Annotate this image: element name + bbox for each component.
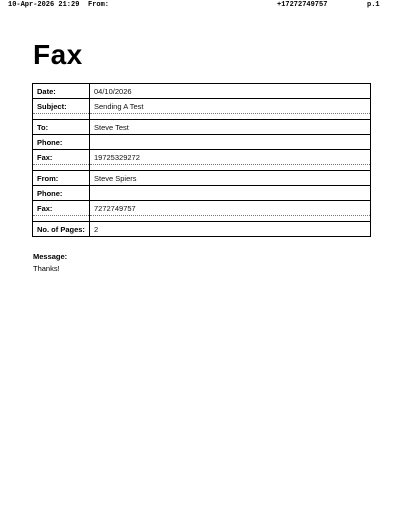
from-phone-row bbox=[33, 186, 371, 201]
to-label: To: bbox=[33, 120, 90, 135]
subject-label: Subject: bbox=[33, 99, 90, 114]
to-phone-label: Phone: bbox=[33, 135, 90, 150]
from-fax-value: 7272749757 bbox=[90, 201, 371, 216]
pages-label: No. of Pages: bbox=[33, 222, 90, 237]
to-fax-value: 19725329272 bbox=[90, 150, 371, 165]
transmission-from-label: From: bbox=[88, 1, 110, 9]
subject-value: Sending A Test bbox=[90, 99, 371, 114]
pages-row bbox=[33, 222, 371, 237]
from-phone-label: Phone: bbox=[33, 186, 90, 201]
transmission-page-number: p.1 bbox=[367, 1, 380, 9]
to-phone-value bbox=[90, 135, 371, 150]
to-fax-row bbox=[33, 150, 371, 165]
to-value: Steve Test bbox=[90, 120, 371, 135]
date-label: Date: bbox=[33, 84, 90, 99]
subject-row bbox=[33, 99, 371, 114]
to-phone-row bbox=[33, 135, 371, 150]
pages-value: 2 bbox=[90, 222, 371, 237]
from-phone-value bbox=[90, 186, 371, 201]
page-title: Fax bbox=[33, 39, 83, 70]
message-label: Message: bbox=[33, 252, 68, 261]
fax-cover-table bbox=[32, 83, 371, 237]
from-fax-row bbox=[33, 201, 371, 216]
fax-transmission-header bbox=[0, 0, 400, 12]
to-row bbox=[33, 120, 371, 135]
from-value: Steve Spiers bbox=[90, 171, 371, 186]
transmission-sender-number: +17272749757 bbox=[277, 1, 328, 9]
date-row bbox=[33, 84, 371, 99]
message-body: Thanks! bbox=[33, 264, 60, 273]
date-value: 04/10/2026 bbox=[94, 86, 132, 96]
transmission-datetime: 10-Apr-2026 21:29 bbox=[8, 1, 80, 9]
from-label: From: bbox=[33, 171, 90, 186]
from-fax-label: Fax: bbox=[33, 201, 90, 216]
to-fax-label: Fax: bbox=[33, 150, 90, 165]
from-row bbox=[33, 171, 371, 186]
